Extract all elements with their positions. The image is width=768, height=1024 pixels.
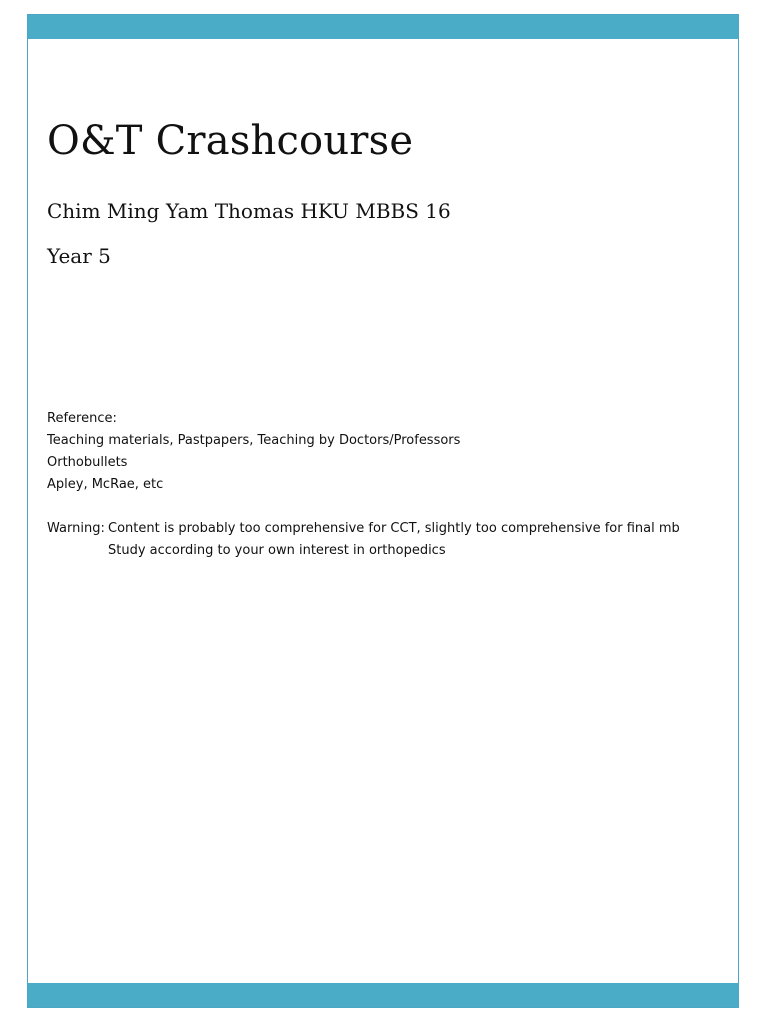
top-color-band bbox=[28, 15, 738, 39]
bottom-color-band bbox=[28, 983, 738, 1007]
warning-line-2: Study according to your own interest in orthopedics bbox=[108, 543, 446, 558]
warning-line-1: Content is probably too comprehensive for CCT, slightly too comprehensive for final mb bbox=[108, 521, 680, 536]
reference-item: Orthobullets bbox=[47, 455, 128, 470]
warning-block bbox=[47, 518, 680, 562]
reference-heading: Reference: bbox=[47, 411, 117, 426]
warning-label: Warning: bbox=[47, 521, 105, 536]
reference-list bbox=[47, 430, 460, 496]
reference-item: Teaching materials, Pastpapers, Teaching by Doctors/Professors bbox=[47, 433, 461, 448]
document-title: O&T Crashcourse bbox=[47, 118, 414, 164]
page bbox=[27, 14, 739, 1008]
year-label: Year 5 bbox=[47, 244, 111, 268]
reference-item: Apley, McRae, etc bbox=[47, 477, 164, 492]
author-line: Chim Ming Yam Thomas HKU MBBS 16 bbox=[47, 199, 451, 223]
